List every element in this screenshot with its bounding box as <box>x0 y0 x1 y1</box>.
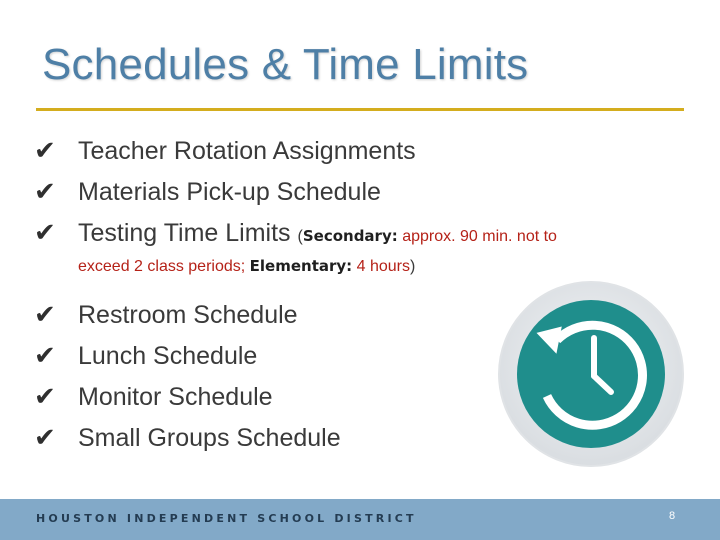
page-number: 8 <box>669 510 676 522</box>
open-paren: ( <box>297 228 303 245</box>
bullet-item <box>34 171 674 212</box>
bullet-text: Small Groups Schedule <box>78 424 341 452</box>
checkmark-icon: ✔ <box>34 135 56 165</box>
bullet-item <box>34 130 674 171</box>
bullet-item <box>34 212 674 257</box>
checkmark-icon: ✔ <box>34 217 56 247</box>
secondary-value-cont: exceed 2 class periods; <box>78 258 246 275</box>
elementary-label: Elementary: <box>249 257 353 275</box>
title-divider <box>36 108 684 111</box>
bullet-text: Materials Pick-up Schedule <box>78 178 381 206</box>
testing-note-continuation <box>78 255 674 278</box>
secondary-label: Secondary: <box>302 227 398 245</box>
bullet-text: Lunch Schedule <box>78 342 258 370</box>
bullet-text: Teacher Rotation Assignments <box>78 137 416 165</box>
bullet-text: Restroom Schedule <box>78 301 298 329</box>
district-name: HOUSTON INDEPENDENT SCHOOL DISTRICT <box>36 512 417 525</box>
bullet-text: Testing Time Limits <box>78 219 291 247</box>
elementary-value: 4 hours <box>356 258 410 275</box>
bullet-text: Monitor Schedule <box>78 383 273 411</box>
checkmark-icon: ✔ <box>34 340 56 370</box>
checkmark-icon: ✔ <box>34 381 56 411</box>
slide-title: Schedules & Time Limits <box>42 40 529 89</box>
testing-note <box>298 216 557 257</box>
clock-history-icon <box>494 278 688 468</box>
secondary-value: approx. 90 min. not to <box>402 228 557 245</box>
footer-bar <box>0 499 720 540</box>
close-paren: ) <box>410 258 416 275</box>
checkmark-icon: ✔ <box>34 176 56 206</box>
checkmark-icon: ✔ <box>34 299 56 329</box>
checkmark-icon: ✔ <box>34 422 56 452</box>
